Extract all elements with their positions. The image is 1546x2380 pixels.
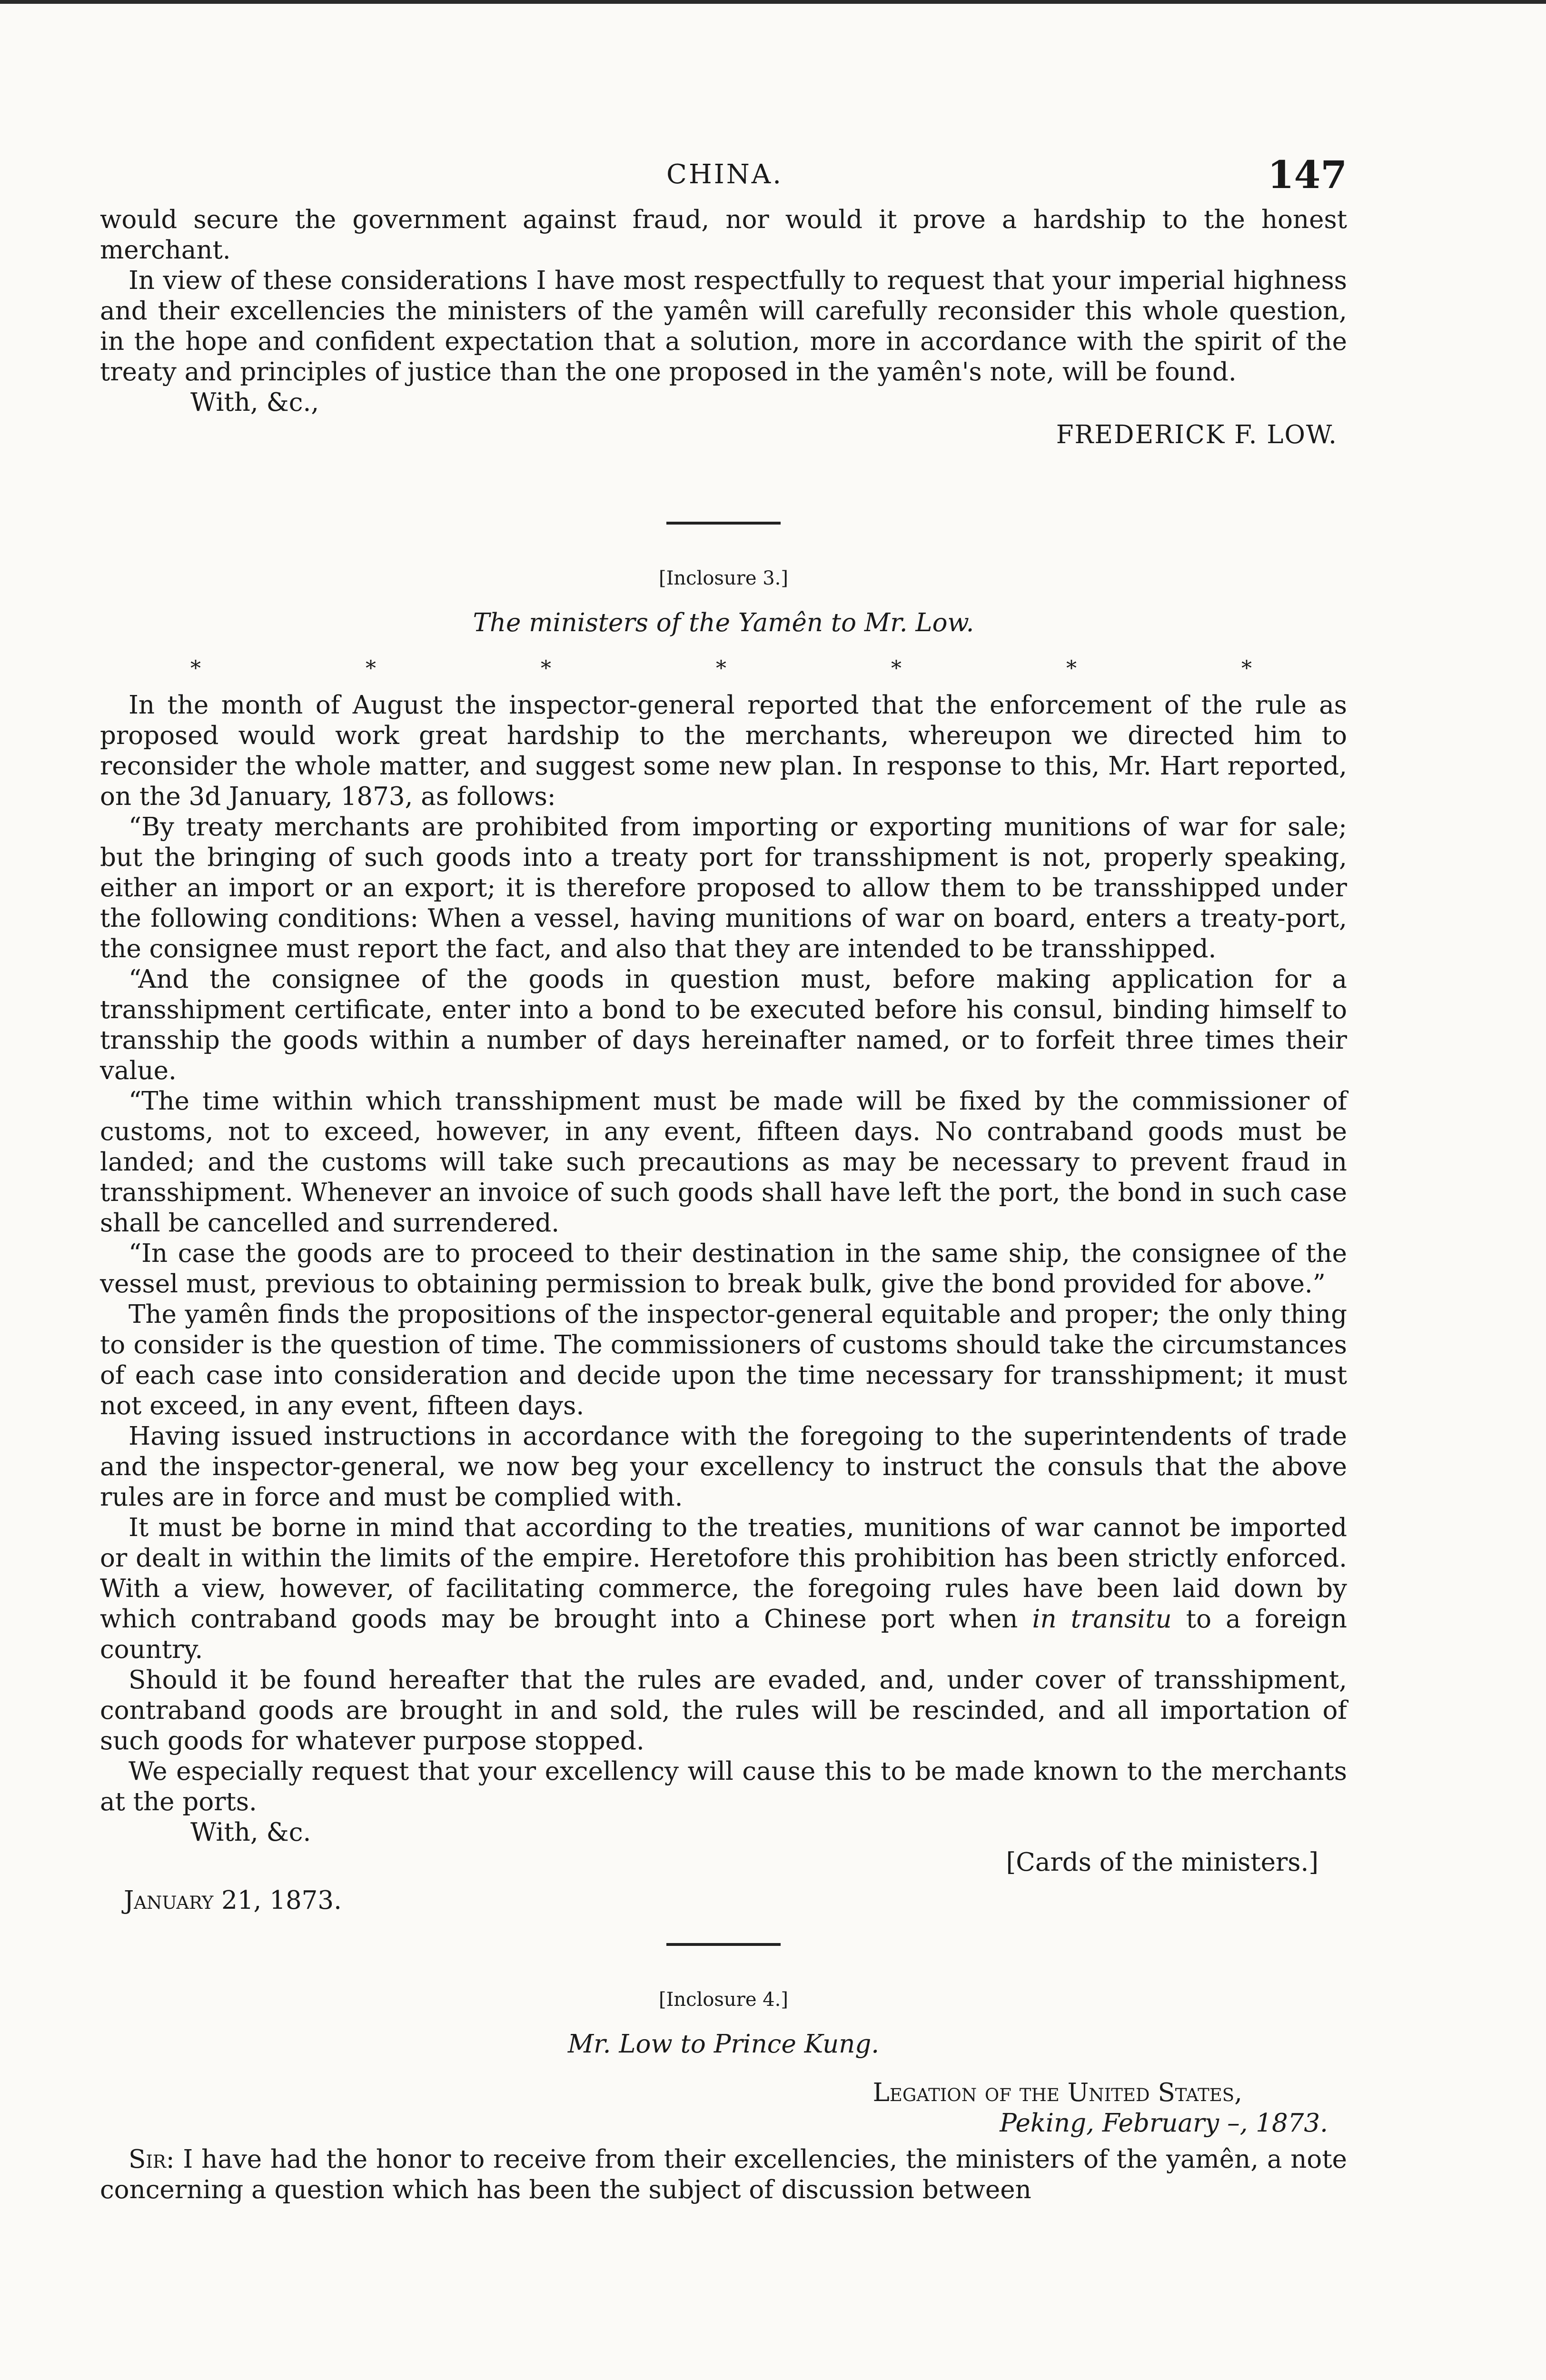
star: * — [1241, 656, 1252, 681]
paragraph: Having issued instructions in accordance with the foregoing to the superintendents of trade and the inspector-general, we now beg your excellency to instruct the consuls that the above rules are in force and must be complied with. — [100, 1422, 1347, 1512]
paragraph: “By treaty merchants are prohibited from importing or exporting munitions of war for sale; but the bringing of such goods into a treaty port for transshipment is not, properly speaking, either an import or an export; it is therefore proposed to allow them to be transshipped under the following conditions: When a vessel, having munitions of war on board, enters a treaty-port, the consignee must report the fact, and also that they are intended to be transshipped. — [100, 813, 1347, 963]
inclosure-label: [Inclosure 3.] — [658, 567, 788, 589]
star: * — [541, 656, 551, 681]
paragraph: In view of these considerations I have most respectfully to request that your imperial highness and their excellencies the ministers of the yamên will carefully reconsider this whole question, in the hope and confident expectation that a solution, more in accordance with the spirit of the treaty and principles of justice than the one proposed in the yamên's note, will be found. — [100, 266, 1347, 387]
paragraph: In the month of August the inspector-general reported that the enforcement of the rule as proposed would work great hardship to the merchants, whereupon we directed him to reconsider the whole matter, and suggest some new plan. In response to this, Mr. Hart reported, on the 3d January, 1873, as follows: — [100, 691, 1347, 811]
document-page — [100, 152, 1347, 2205]
letter-heading: Mr. Low to Prince Kung. — [567, 2030, 880, 2059]
section-rule — [666, 522, 781, 525]
signature: FREDERICK F. LOW. — [1056, 420, 1338, 449]
legation-line: Legation of the United States, — [872, 2078, 1242, 2107]
section-rule — [666, 1943, 781, 1946]
cards-note: [Cards of the ministers.] — [1006, 1848, 1318, 1877]
paragraph: Should it be found hereafter that the rules are evaded, and, under cover of transshipment, contraband goods are brought in and sold, the rules will be rescinded, and all importation of such goods for whatever purpose stopped. — [100, 1666, 1347, 1755]
place-date-text: Peking, February –, 1873. — [1000, 2109, 1328, 2138]
ellipsis-stars — [100, 656, 1347, 681]
star: * — [190, 656, 201, 681]
running-header — [100, 152, 1347, 205]
page-number: 147 — [1268, 152, 1347, 197]
paragraph — [100, 2144, 1347, 2205]
letter-date: January 21, 1873. — [124, 1886, 342, 1915]
star: * — [1066, 656, 1077, 681]
paragraph: would secure the government against fraud, nor would it prove a hardship to the honest merchant. — [100, 205, 1347, 265]
paragraph: “And the consignee of the goods in question must, before making application for a transshipment certificate, enter into a bond to be executed before his consul, binding himself to transship the goods within a number of days hereinafter named, or to forfeit three times their value. — [100, 965, 1347, 1085]
closing: With, &c. — [190, 1818, 311, 1847]
paragraph: We especially request that your excellency will cause this to be made known to the merchants at the ports. — [100, 1757, 1347, 1816]
paragraph: The yamên finds the propositions of the inspector-general equitable and proper; the only thing to consider is the question of time. The commissioners of customs should take the circumstances of each case into consideration and decide upon the time necessary for transshipment; it must not exceed, in any event, fifteen days. — [100, 1300, 1347, 1420]
closing: With, &c., — [190, 388, 319, 417]
paragraph-text: It must be borne in mind that according to the treaties, munitions of war cannot be imported or dealt in within the limits of the empire. Heretofore this prohibition has been strictly enforced. With a view, however, of facilitating commerce, the foregoing rules have been laid down by which contraband goods may be brought into a Chinese port when — [100, 1513, 1347, 1634]
star: * — [366, 656, 376, 681]
paragraph: “In case the goods are to proceed to their destination in the same ship, the consignee of the vessel must, previous to obtaining permission to break bulk, give the bond provided for above.” — [100, 1239, 1347, 1299]
running-title: CHINA. — [666, 159, 783, 190]
paragraph-text: to a foreign country. — [100, 1605, 1347, 1664]
page-top-edge — [0, 0, 1546, 4]
star: * — [716, 656, 726, 681]
star: * — [891, 656, 902, 681]
letter-heading: The ministers of the Yamên to Mr. Low. — [473, 608, 974, 637]
place-date — [100, 2108, 1328, 2139]
paragraph: “The time within which transshipment must be made will be fixed by the commissioner of customs, not to exceed, however, in any event, fifteen days. No contraband goods must be landed; and the customs will take such precautions as may be necessary to prevent fraud in transshipment. Whenever an invoice of such goods shall have left the port, the bond in such case shall be cancelled and surrendered. — [100, 1087, 1347, 1238]
salutation: Sir — [129, 2145, 166, 2174]
inclosure-label: [Inclosure 4.] — [658, 1989, 788, 2011]
italic-phrase: in transitu — [1032, 1605, 1172, 1634]
paragraph-text: : I have had the honor to receive from their excellencies, the ministers of the yamên, a note concerning a question which has been the subject of discussion between — [100, 2145, 1347, 2204]
paragraph — [100, 1513, 1347, 1665]
signature-row — [100, 1848, 1347, 1914]
